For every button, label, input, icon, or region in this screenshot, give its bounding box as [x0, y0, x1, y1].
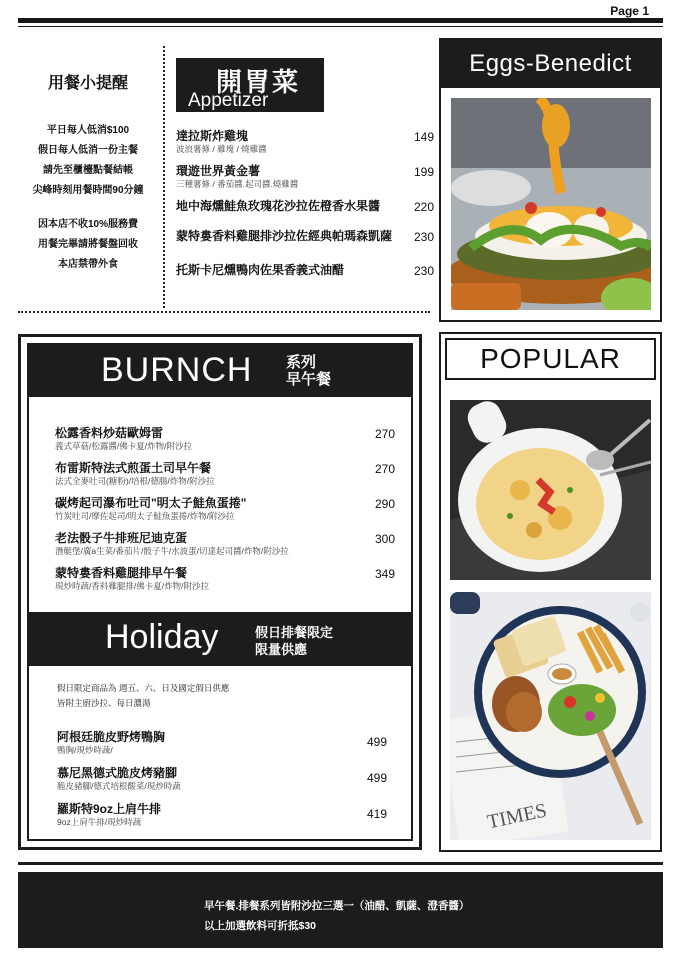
platter-photo — [450, 592, 651, 840]
item-name: 阿根廷脆皮野烤鴨胸 — [57, 730, 166, 744]
item-price: 499 — [366, 771, 387, 785]
brunch-section — [18, 334, 422, 850]
menu-item — [57, 801, 387, 837]
appetizer-title-en: Appetizer — [188, 90, 269, 111]
item-price: 199 — [413, 165, 434, 179]
menu-item — [55, 425, 395, 460]
item-desc: 波浪薯條 / 雞塊 / 燒雞醬 — [176, 144, 267, 154]
footer-banner — [18, 872, 663, 948]
item-desc: 脆皮豬腳/德式培根酸菜/現炒時蔬 — [57, 781, 181, 791]
item-price: 499 — [366, 735, 387, 749]
menu-item — [55, 530, 395, 565]
dotted-divider-horizontal — [18, 311, 430, 313]
appetizer-list — [176, 128, 434, 286]
menu-item — [57, 765, 387, 801]
menu-item — [57, 729, 387, 765]
reminder-line: 用餐完畢請將餐盤回收 — [38, 239, 138, 250]
item-price: 349 — [374, 567, 395, 581]
item-name: 地中海燻鮭魚玫瑰花沙拉佐橙香水果醬 — [176, 199, 381, 213]
item-name: 達拉斯炸雞塊 — [176, 129, 249, 143]
item-name: 托斯卡尼燻鴨肉佐果香義式油醋 — [176, 263, 345, 277]
reminder-line: 請先至櫃檯點餐結帳 — [43, 165, 133, 176]
brunch-inner — [27, 343, 413, 841]
appetizer-title-zh: 開胃菜 — [216, 67, 301, 97]
menu-item — [176, 163, 434, 190]
holiday-header — [29, 612, 411, 666]
eggs-benedict-panel — [439, 38, 662, 322]
item-name: 慕尼黑德式脆皮烤豬腳 — [57, 766, 178, 780]
item-name: 環遊世界黃金薯 — [176, 164, 261, 178]
popular-title: POPULAR — [445, 338, 656, 380]
item-price: 220 — [413, 200, 434, 214]
holiday-title-zh-line1: 假日排餐限定 — [255, 625, 334, 640]
appetizer-header — [176, 58, 324, 112]
menu-item — [176, 228, 434, 244]
item-name: 碳烤起司瀑布吐司"明太子鮭魚蛋捲" — [55, 496, 247, 510]
menu-item — [176, 262, 434, 278]
brunch-title-zh-line1: 系列 — [286, 354, 317, 371]
holiday-list — [57, 729, 387, 837]
reminder-line: 假日每人低消一份主餐 — [38, 145, 138, 156]
holiday-note-line: 假日限定商品為 週五、六、日及國定假日供應 — [57, 683, 230, 693]
item-price: 419 — [366, 807, 387, 821]
item-name: 老法骰子牛排班尼迪克蛋 — [55, 531, 188, 545]
holiday-title-zh-line2: 限量供應 — [255, 642, 308, 657]
item-desc: 9oz上肩牛排/現炒時蔬 — [57, 817, 142, 827]
item-price: 230 — [413, 264, 434, 278]
reminders-section — [18, 40, 158, 275]
reminder-line: 本店禁帶外食 — [58, 259, 118, 270]
platter-image — [450, 592, 651, 840]
item-desc: 竹炭吐司/摩佐起司/明太子鮭魚蛋捲/炸物/附沙拉 — [55, 511, 235, 521]
brunch-list — [55, 425, 395, 600]
reminder-line: 因本店不收10%服務費 — [37, 219, 138, 230]
newspaper-text: TIMES — [485, 799, 549, 834]
eggs-benedict-photo — [451, 98, 651, 310]
item-name: 蒙特婁香料雞腿排沙拉佐經典帕瑪森凱薩 — [176, 229, 393, 243]
bottom-rule — [18, 862, 663, 865]
footer-line: 以上加選飲料可折抵$30 — [204, 920, 317, 932]
brunch-title-zh — [286, 354, 331, 388]
item-name: 羅斯特9oz上肩牛排 — [57, 802, 162, 816]
item-price: 270 — [374, 462, 395, 476]
menu-item — [55, 495, 395, 530]
holiday-title-zh — [255, 624, 333, 658]
footer-line: 早午餐.排餐系列皆附沙拉三選一（油醋、凱薩、澄香醬） — [204, 900, 470, 912]
item-price: 149 — [413, 130, 434, 144]
holiday-note — [57, 681, 229, 711]
eggs-benedict-title: Eggs-Benedict — [441, 40, 660, 88]
menu-item — [55, 460, 395, 495]
item-price: 300 — [374, 532, 395, 546]
holiday-note-line: 皆附主廚沙拉、每日濃湯 — [57, 698, 151, 708]
item-price: 230 — [413, 230, 434, 244]
item-desc: 鴨胸/現炒時蔬/ — [57, 745, 113, 755]
reminders-title: 用餐小提醒 — [47, 75, 128, 92]
page-label: Page 1 — [610, 4, 649, 18]
item-name: 蒙特婁香料雞腿排早午餐 — [55, 566, 188, 580]
menu-item — [176, 128, 434, 155]
brunch-title-zh-line2: 早午餐 — [286, 371, 332, 388]
menu-item — [55, 565, 395, 600]
dotted-divider-vertical — [163, 46, 165, 308]
reminder-line: 尖峰時刻用餐時間90分鐘 — [32, 185, 144, 196]
item-desc: 潛艇堡/廣a生菜/番茄片/骰子牛/水波蛋/切達起司醬/炸物/附沙拉 — [55, 546, 289, 556]
item-desc: 義式草菇/松露醬/佛卡夏/炸物/附沙拉 — [55, 441, 192, 451]
reminder-line: 平日每人低消$100 — [46, 125, 130, 136]
brunch-title-en: BURNCH — [101, 351, 253, 389]
item-desc: 法式全麥吐司(糖粉)/培根/德腸/炸物/附沙拉 — [55, 476, 215, 486]
gratin-photo — [450, 400, 651, 580]
top-rule — [18, 18, 663, 23]
brunch-header — [29, 345, 411, 397]
popular-panel — [439, 332, 662, 852]
eggs-benedict-image — [451, 98, 651, 310]
item-price: 270 — [374, 427, 395, 441]
item-price: 290 — [374, 497, 395, 511]
item-name: 松露香料炒菇歐姆雷 — [55, 426, 164, 440]
item-name: 布雷斯特法式煎蛋土司早午餐 — [55, 461, 212, 475]
top-rule-thin — [18, 26, 663, 27]
item-desc: 現炒時蔬/香料雞腿排/佛卡夏/炸物/附沙拉 — [55, 581, 209, 591]
item-desc: 三種薯條 / 番茄醬.起司醬.燒雞醬 — [176, 179, 299, 189]
holiday-title-en: Holiday — [105, 618, 219, 656]
menu-item — [176, 198, 434, 214]
gratin-image — [450, 400, 651, 580]
